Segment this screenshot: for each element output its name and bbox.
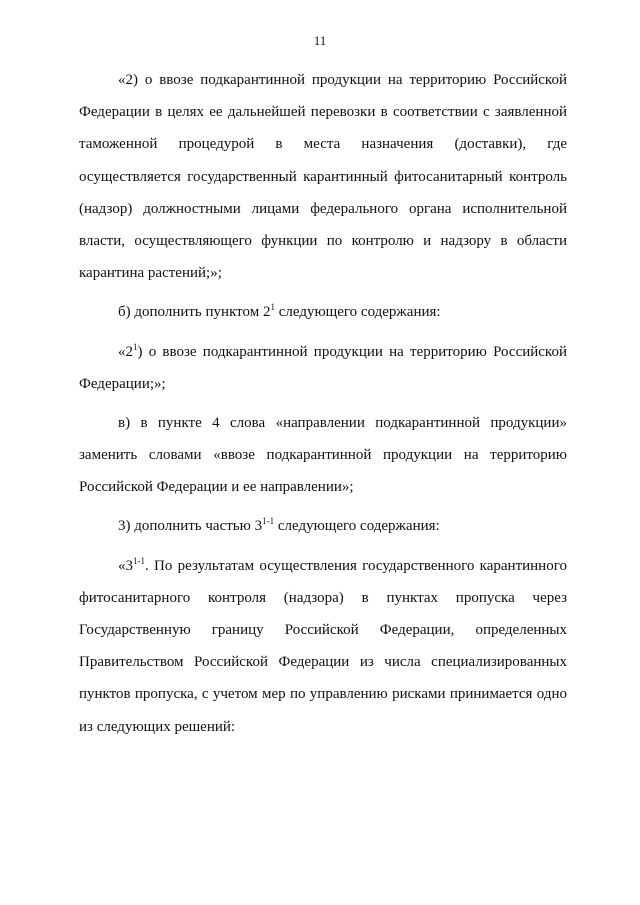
text-line: осуществляется государственный карантинный фитосанитарный контроль bbox=[79, 168, 567, 185]
text-line: «2) о ввозе подкарантинной продукции на территорию Российской bbox=[118, 72, 567, 88]
text-fragment: «2 bbox=[118, 343, 133, 360]
text-line: Федерации;»; bbox=[79, 375, 166, 392]
text-line: фитосанитарного контроля (надзора) в пунктах пропуска через bbox=[79, 589, 567, 606]
paragraph-3 bbox=[79, 510, 567, 542]
text-fragment: . По результатам осуществления государственного карантинного bbox=[145, 557, 567, 574]
text-line: (надзор) должностными лицами федерального органа исполнительной bbox=[79, 200, 567, 217]
text-line: в) в пункте 4 слова «направлении подкарантинной продукции» bbox=[118, 414, 567, 431]
paragraph-v bbox=[79, 407, 567, 504]
text-line bbox=[79, 510, 567, 542]
text-fragment: «3 bbox=[118, 557, 133, 574]
text-line: власти, осуществляющего функции по контролю и надзору в области bbox=[79, 232, 567, 249]
text-fragment: 3) дополнить частью 3 bbox=[118, 518, 263, 535]
superscript: 1-1 bbox=[262, 516, 275, 527]
text-fragment: следующего содержания: bbox=[274, 518, 440, 535]
text-line bbox=[79, 550, 567, 582]
text-line: заменить словами «ввозе подкарантинной продукции на территорию bbox=[79, 447, 567, 464]
superscript: 1 bbox=[133, 341, 138, 352]
paragraph-3-1-1 bbox=[79, 550, 567, 743]
text-fragment: следующего содержания: bbox=[274, 304, 441, 321]
superscript: 1-1 bbox=[133, 555, 145, 566]
text-line: пунктов пропуска, с учетом мер по управлению рисками принимается одно bbox=[79, 686, 567, 703]
text-line: Государственную границу Российской Федерации, определенных bbox=[79, 622, 567, 638]
paragraph-b bbox=[79, 296, 567, 328]
paragraph-2-1 bbox=[79, 336, 567, 400]
text-line: Правительством Российской Федерации из числа специализированных bbox=[79, 654, 567, 671]
text-line: Российской Федерации и ее направлении»; bbox=[79, 479, 354, 496]
superscript: 1 bbox=[270, 302, 275, 313]
text-line: из следующих решений: bbox=[79, 718, 236, 735]
document-body bbox=[79, 64, 567, 743]
text-fragment: ) о ввозе подкарантинной продукции на территорию Российской bbox=[137, 343, 567, 360]
text-line: Федерации в целях ее дальнейшей перевозки в соответствии с заявленной bbox=[79, 104, 567, 121]
text-line: таможенной процедурой в места назначения (доставки), где bbox=[79, 136, 567, 153]
text-line bbox=[79, 336, 567, 368]
text-line bbox=[79, 296, 567, 328]
text-line: карантина растений;»; bbox=[79, 265, 222, 282]
text-fragment: б) дополнить пунктом 2 bbox=[118, 304, 271, 321]
paragraph-amendment-2 bbox=[79, 64, 567, 289]
page-number: 11 bbox=[313, 33, 327, 48]
